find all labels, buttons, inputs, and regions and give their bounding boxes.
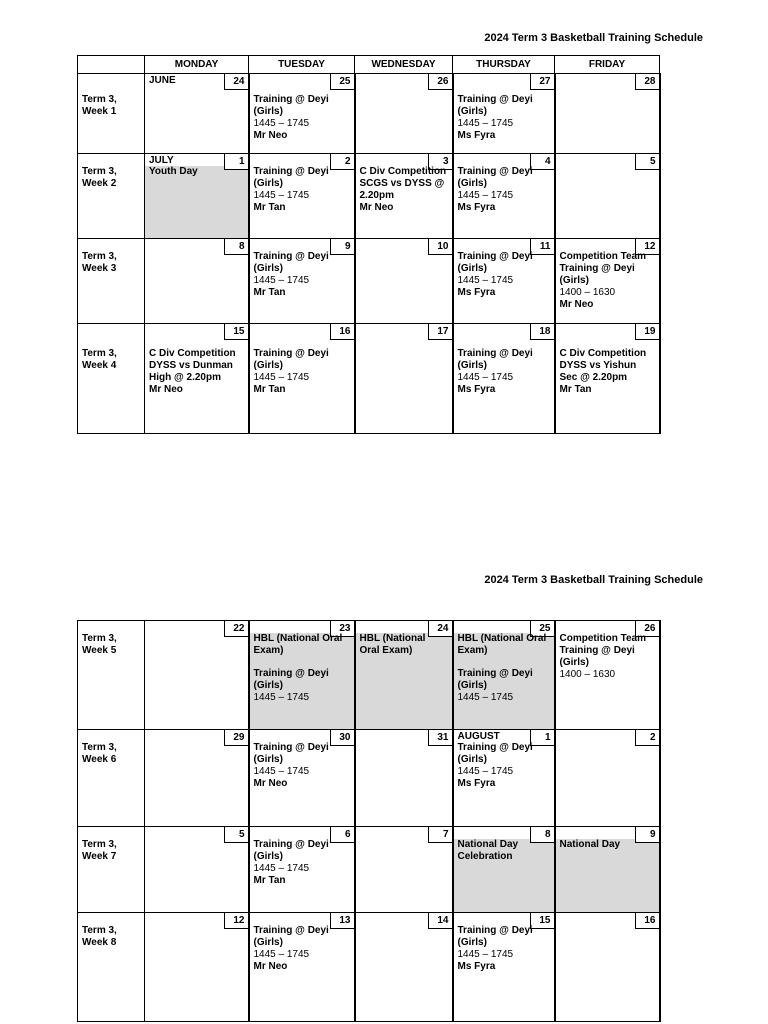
week-row <box>78 730 660 827</box>
event-text: HBL (National Oral Exam) <box>253 633 343 656</box>
event-content <box>254 251 352 299</box>
date-number: 31 <box>428 730 452 746</box>
week-row <box>78 154 660 239</box>
event-text: Training @ Deyi (Girls) <box>457 166 533 189</box>
week-row <box>78 827 660 913</box>
event-content <box>254 839 352 887</box>
event-text: Training @ Deyi (Girls) <box>253 742 329 765</box>
day-cell <box>453 239 555 324</box>
event-time: 1445 – 1745 <box>253 692 310 703</box>
coach-name: Ms Fyra <box>457 130 496 141</box>
event-content <box>458 166 552 214</box>
event-content <box>560 633 657 681</box>
day-cell <box>555 621 660 730</box>
coach-name: Mr Neo <box>359 202 394 213</box>
day-cell <box>555 730 660 827</box>
week-label-cell <box>78 827 145 913</box>
event-content <box>458 633 552 704</box>
day-cell <box>453 621 555 730</box>
event-text: Training @ Deyi (Girls) <box>457 742 533 765</box>
schedule-table <box>77 55 661 434</box>
date-number: 11 <box>530 239 554 255</box>
day-cell <box>249 74 355 154</box>
coach-name: Mr Neo <box>253 961 288 972</box>
event-text: Competition Team Training @ Deyi (Girls) <box>559 633 646 668</box>
event-content <box>560 348 657 396</box>
date-number: 17 <box>428 324 452 340</box>
day-cell <box>355 324 453 434</box>
week-label-cell <box>78 324 145 434</box>
date-number: 7 <box>428 827 452 843</box>
event-text: Training @ Deyi (Girls) <box>253 839 329 862</box>
week-label-cell <box>78 154 145 239</box>
date-number: 24 <box>224 74 248 90</box>
event-text: C Div Competition DYSS vs Dunman High @ 2.20pm <box>149 348 236 383</box>
day-cell <box>355 730 453 827</box>
coach-name: Mr Tan <box>253 384 286 395</box>
week-row <box>78 621 660 730</box>
event-time: 1445 – 1745 <box>457 692 514 703</box>
day-cell <box>453 154 555 239</box>
day-cell <box>145 239 249 324</box>
day-cell <box>555 74 660 154</box>
event-text: Training @ Deyi (Girls) <box>253 251 329 274</box>
event-content <box>360 166 450 214</box>
day-cell <box>555 913 660 1022</box>
coach-name: Mr Tan <box>253 875 286 886</box>
day-cell <box>145 621 249 730</box>
day-cell <box>249 239 355 324</box>
event-time: 1445 – 1745 <box>457 949 514 960</box>
date-number: 25 <box>330 74 354 90</box>
day-cell <box>249 827 355 913</box>
day-cell <box>355 239 453 324</box>
week-label: Term 3, Week 2 <box>82 166 117 189</box>
date-number: 1 <box>530 730 554 746</box>
event-time: 1445 – 1745 <box>253 766 310 777</box>
date-number: 12 <box>635 239 659 255</box>
event-time: 1445 – 1745 <box>253 275 310 286</box>
event-time: 1445 – 1745 <box>457 190 514 201</box>
day-cell <box>453 730 555 827</box>
event-content <box>254 348 352 396</box>
event-text: HBL (National Oral Exam) <box>359 633 426 656</box>
date-number: 12 <box>224 913 248 929</box>
event-time: 1445 – 1745 <box>253 118 310 129</box>
date-number: 26 <box>635 621 659 637</box>
date-number: 25 <box>530 621 554 637</box>
date-number: 5 <box>635 154 659 170</box>
schedule-title: 2024 Term 3 Basketball Training Schedule <box>484 32 703 44</box>
date-number: 13 <box>330 913 354 929</box>
day-cell <box>555 827 660 913</box>
day-cell <box>145 324 249 434</box>
event-content <box>254 925 352 973</box>
coach-name: Mr Neo <box>149 384 183 395</box>
event-time: 1445 – 1745 <box>253 372 310 383</box>
date-number: 9 <box>635 827 659 843</box>
week-row <box>78 324 660 434</box>
day-cell <box>355 827 453 913</box>
schedule-table <box>77 620 661 1022</box>
event-content <box>149 166 246 178</box>
day-cell <box>355 621 453 730</box>
coach-name: Mr Neo <box>559 299 594 310</box>
event-content <box>458 94 552 142</box>
date-number: 16 <box>330 324 354 340</box>
day-cell <box>555 239 660 324</box>
event-content <box>360 633 450 657</box>
event-content <box>254 742 352 790</box>
week-row <box>78 913 660 1022</box>
coach-name: Mr Tan <box>253 287 286 298</box>
week-label: Term 3, Week 7 <box>82 839 117 862</box>
event-content <box>560 251 657 311</box>
week-row <box>78 74 660 154</box>
coach-name: Ms Fyra <box>457 384 496 395</box>
event-text: C Div Competition DYSS vs Yishun Sec @ 2.20pm <box>559 348 647 383</box>
month-label: AUGUST <box>457 731 500 742</box>
date-number: 5 <box>224 827 248 843</box>
day-cell <box>145 913 249 1022</box>
day-cell <box>145 154 249 239</box>
line-gap <box>458 657 552 668</box>
event-time: 1400 – 1630 <box>559 669 616 680</box>
event-text: Youth Day <box>149 166 198 177</box>
week-label-cell <box>78 239 145 324</box>
event-content <box>458 925 552 973</box>
date-number: 15 <box>224 324 248 340</box>
day-header: TUESDAY <box>249 56 355 74</box>
event-content <box>458 839 552 863</box>
event-text: Training @ Deyi (Girls) <box>253 348 329 371</box>
event-text: National Day <box>559 839 621 850</box>
date-number: 15 <box>530 913 554 929</box>
date-number: 8 <box>530 827 554 843</box>
day-cell <box>249 324 355 434</box>
date-number: 10 <box>428 239 452 255</box>
event-text: Training @ Deyi (Girls) <box>253 94 329 117</box>
event-time: 1445 – 1745 <box>457 275 514 286</box>
day-header: WEDNESDAY <box>355 56 453 74</box>
coach-name: Ms Fyra <box>457 287 496 298</box>
date-number: 9 <box>330 239 354 255</box>
day-cell <box>453 827 555 913</box>
event-content <box>458 251 552 299</box>
event-text: HBL (National Oral Exam) <box>457 633 547 656</box>
date-number: 19 <box>635 324 659 340</box>
event-text: Training @ Deyi (Girls) <box>253 668 329 691</box>
date-number: 2 <box>635 730 659 746</box>
day-cell <box>249 913 355 1022</box>
week-label: Term 3, Week 4 <box>82 348 117 371</box>
event-content <box>254 633 352 704</box>
date-number: 23 <box>330 621 354 637</box>
day-header: THURSDAY <box>453 56 555 74</box>
schedule-title: 2024 Term 3 Basketball Training Schedule <box>484 574 703 586</box>
day-cell <box>355 913 453 1022</box>
week-label: Term 3, Week 1 <box>82 94 117 117</box>
coach-name: Mr Tan <box>253 202 286 213</box>
event-text: Training @ Deyi (Girls) <box>457 251 533 274</box>
week-label-cell <box>78 621 145 730</box>
date-number: 28 <box>635 74 659 90</box>
event-content <box>149 348 246 396</box>
event-time: 1445 – 1745 <box>457 766 514 777</box>
event-text: C Div Competition SCGS vs DYSS @ 2.20pm <box>359 166 447 201</box>
event-text: Training @ Deyi (Girls) <box>253 925 329 948</box>
event-time: 1400 – 1630 <box>559 287 616 298</box>
date-number: 3 <box>428 154 452 170</box>
day-cell <box>145 74 249 154</box>
week-label: Term 3, Week 6 <box>82 742 117 765</box>
date-number: 24 <box>428 621 452 637</box>
header-row <box>78 56 660 74</box>
line-gap <box>254 657 352 668</box>
event-text: National Day Celebration <box>457 839 519 862</box>
week-label: Term 3, Week 8 <box>82 925 117 948</box>
event-content <box>254 94 352 142</box>
date-number: 18 <box>530 324 554 340</box>
month-label: JULY <box>149 155 174 166</box>
date-number: 1 <box>224 154 248 170</box>
day-cell <box>555 324 660 434</box>
date-number: 6 <box>330 827 354 843</box>
day-header: MONDAY <box>145 56 249 74</box>
event-time: 1445 – 1745 <box>253 190 310 201</box>
day-cell <box>145 827 249 913</box>
day-cell <box>249 730 355 827</box>
day-cell <box>453 913 555 1022</box>
week-label-cell <box>78 74 145 154</box>
day-cell <box>249 621 355 730</box>
week-label-cell <box>78 913 145 1022</box>
date-number: 16 <box>635 913 659 929</box>
coach-name: Mr Neo <box>253 130 288 141</box>
corner-cell <box>78 56 145 74</box>
date-number: 22 <box>224 621 248 637</box>
event-content <box>560 839 657 851</box>
day-cell <box>249 154 355 239</box>
month-label: JUNE <box>149 75 176 86</box>
event-text: Competition Team Training @ Deyi (Girls) <box>559 251 646 286</box>
day-cell <box>355 74 453 154</box>
week-row <box>78 239 660 324</box>
event-content <box>254 166 352 214</box>
day-cell <box>555 154 660 239</box>
event-time: 1445 – 1745 <box>253 863 310 874</box>
coach-name: Ms Fyra <box>457 961 496 972</box>
event-text: Training @ Deyi (Girls) <box>457 925 533 948</box>
event-content <box>458 348 552 396</box>
date-number: 14 <box>428 913 452 929</box>
coach-name: Mr Neo <box>253 778 288 789</box>
week-label: Term 3, Week 3 <box>82 251 117 274</box>
date-number: 2 <box>330 154 354 170</box>
event-time: 1445 – 1745 <box>457 372 514 383</box>
coach-name: Mr Tan <box>559 384 592 395</box>
date-number: 4 <box>530 154 554 170</box>
event-content <box>458 742 552 790</box>
day-header: FRIDAY <box>555 56 660 74</box>
event-time: 1445 – 1745 <box>457 118 514 129</box>
day-cell <box>453 74 555 154</box>
event-text: Training @ Deyi (Girls) <box>457 668 533 691</box>
event-time: 1445 – 1745 <box>253 949 310 960</box>
day-cell <box>145 730 249 827</box>
week-label: Term 3, Week 5 <box>82 633 117 656</box>
coach-name: Ms Fyra <box>457 778 496 789</box>
date-number: 30 <box>330 730 354 746</box>
event-text: Training @ Deyi (Girls) <box>457 94 533 117</box>
event-text: Training @ Deyi (Girls) <box>253 166 329 189</box>
day-cell <box>453 324 555 434</box>
date-number: 26 <box>428 74 452 90</box>
date-number: 29 <box>224 730 248 746</box>
date-number: 8 <box>224 239 248 255</box>
day-cell <box>355 154 453 239</box>
event-text: Training @ Deyi (Girls) <box>457 348 533 371</box>
coach-name: Ms Fyra <box>457 202 496 213</box>
date-number: 27 <box>530 74 554 90</box>
week-label-cell <box>78 730 145 827</box>
